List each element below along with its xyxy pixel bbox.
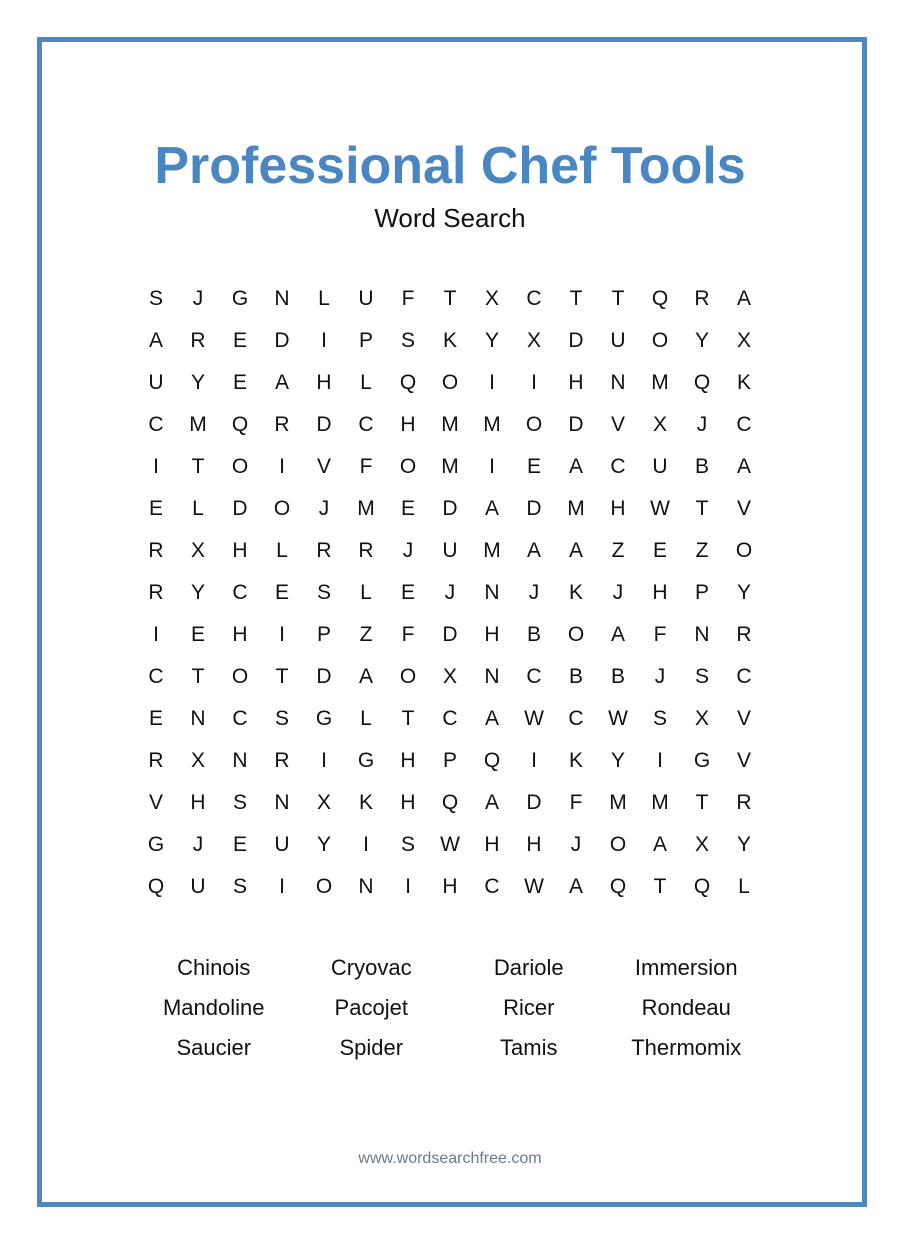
grid-cell: G (693, 749, 711, 772)
grid-cell: Y (610, 749, 625, 772)
grid-cell: Q (609, 875, 627, 898)
word-list-item: Thermomix (631, 1035, 742, 1060)
grid-cell: H (652, 581, 668, 604)
grid-cell: Q (693, 371, 711, 394)
grid-cell: N (232, 749, 248, 772)
grid-cell: X (484, 287, 499, 310)
grid-cell: D (442, 623, 458, 646)
grid-cell: U (442, 539, 458, 562)
grid-cell: A (274, 371, 289, 394)
grid-cell: R (274, 413, 290, 436)
grid-cell: J (192, 287, 204, 310)
grid-cell: A (568, 875, 583, 898)
grid-cell: C (484, 875, 500, 898)
grid-cell: P (694, 581, 709, 604)
grid-cell: E (652, 539, 667, 562)
grid-cell: O (399, 665, 417, 688)
word-list-item: Pacojet (334, 995, 408, 1020)
grid-cell: L (738, 875, 750, 898)
grid-cell: T (569, 287, 583, 310)
grid-cell: A (652, 833, 667, 856)
grid-cell: R (358, 539, 374, 562)
grid-cell: R (316, 539, 332, 562)
grid-cell: J (570, 833, 582, 856)
grid-cell: F (359, 455, 373, 478)
word-list-item: Tamis (500, 1035, 558, 1060)
grid-cell: F (401, 623, 415, 646)
grid-cell: M (483, 413, 501, 436)
grid-cell: A (568, 455, 583, 478)
grid-cell: X (190, 749, 205, 772)
word-list-item: Rondeau (641, 995, 731, 1020)
grid-cell: E (190, 623, 205, 646)
grid-cell: M (357, 497, 375, 520)
grid-cell: I (321, 329, 327, 352)
grid-cell: J (402, 539, 414, 562)
grid-cell: N (190, 707, 206, 730)
grid-cell: G (357, 749, 375, 772)
grid-cell: N (274, 287, 290, 310)
grid-cell: D (232, 497, 248, 520)
grid-cell: V (736, 707, 751, 730)
word-list-item: Cryovac (330, 955, 412, 980)
grid-cell: R (274, 749, 290, 772)
grid-cell: R (736, 791, 752, 814)
grid-cell: D (526, 791, 542, 814)
grid-cell: A (358, 665, 373, 688)
grid-cell: S (274, 707, 289, 730)
word-list-item: Dariole (493, 955, 564, 980)
grid-cell: A (148, 329, 163, 352)
grid-cell: G (231, 287, 249, 310)
grid-cell: C (526, 665, 542, 688)
grid-cell: C (358, 413, 374, 436)
grid-cell: H (316, 371, 332, 394)
grid-cell: A (610, 623, 625, 646)
grid-cell: R (694, 287, 710, 310)
grid-cell: M (441, 455, 459, 478)
grid-cell: O (315, 875, 333, 898)
grid-cell: I (531, 749, 537, 772)
grid-cell: Z (611, 539, 625, 562)
grid-cell: F (653, 623, 667, 646)
grid-cell: E (400, 497, 415, 520)
grid-cell: Y (484, 329, 499, 352)
grid-cell: J (696, 413, 708, 436)
grid-cell: S (232, 791, 247, 814)
grid-cell: U (148, 371, 164, 394)
grid-cell: S (148, 287, 163, 310)
grid-cell: N (610, 371, 626, 394)
grid-cell: I (489, 371, 495, 394)
grid-cell: I (279, 455, 285, 478)
grid-cell: W (608, 707, 628, 730)
grid-cell: A (736, 455, 751, 478)
grid-cell: P (442, 749, 457, 772)
grid-cell: S (400, 833, 415, 856)
grid-cell: L (318, 287, 330, 310)
grid-cell: C (232, 581, 248, 604)
grid-cell: T (401, 707, 415, 730)
grid-cell: C (610, 455, 626, 478)
grid-cell: H (400, 749, 416, 772)
grid-cell: V (610, 413, 625, 436)
grid-cell: O (231, 665, 249, 688)
grid-cell: R (148, 749, 164, 772)
grid-cell: R (148, 581, 164, 604)
grid-cell: Q (651, 287, 669, 310)
grid-cell: T (695, 497, 709, 520)
grid-cell: I (363, 833, 369, 856)
grid-cell: A (568, 539, 583, 562)
grid-cell: C (148, 665, 164, 688)
grid-cell: A (484, 497, 499, 520)
grid-cell: J (654, 665, 666, 688)
grid-cell: S (316, 581, 331, 604)
grid-cell: D (316, 665, 332, 688)
grid-cell: L (360, 707, 372, 730)
grid-cell: E (274, 581, 289, 604)
grid-cell: R (148, 539, 164, 562)
grid-cell: T (443, 287, 457, 310)
grid-cell: H (484, 623, 500, 646)
grid-cell: N (274, 791, 290, 814)
grid-cell: J (318, 497, 330, 520)
grid-cell: I (279, 623, 285, 646)
grid-cell: A (484, 791, 499, 814)
grid-cell: H (190, 791, 206, 814)
grid-cell: N (358, 875, 374, 898)
grid-cell: I (153, 455, 159, 478)
grid-cell: T (275, 665, 289, 688)
grid-cell: H (526, 833, 542, 856)
word-list-item: Chinois (177, 955, 251, 980)
grid-cell: V (316, 455, 331, 478)
grid-cell: D (568, 413, 584, 436)
grid-cell: R (736, 623, 752, 646)
grid-cell: O (231, 455, 249, 478)
grid-cell: S (652, 707, 667, 730)
grid-cell: X (652, 413, 667, 436)
grid-cell: D (568, 329, 584, 352)
grid-cell: K (358, 791, 373, 814)
grid-cell: C (736, 665, 752, 688)
grid-cell: O (609, 833, 627, 856)
grid-cell: B (694, 455, 709, 478)
page-title: Professional Chef Tools (154, 137, 746, 195)
grid-cell: C (736, 413, 752, 436)
grid-cell: N (484, 581, 500, 604)
grid-cell: U (190, 875, 206, 898)
grid-cell: M (651, 791, 669, 814)
grid-cell: Q (147, 875, 165, 898)
grid-cell: L (360, 371, 372, 394)
grid-cell: O (651, 329, 669, 352)
grid-cell: L (360, 581, 372, 604)
grid-cell: M (483, 539, 501, 562)
grid-cell: M (609, 791, 627, 814)
grid-cell: V (736, 749, 751, 772)
grid-cell: X (442, 665, 457, 688)
grid-cell: Z (695, 539, 709, 562)
grid-cell: L (192, 497, 204, 520)
grid-cell: I (489, 455, 495, 478)
grid-cell: Q (483, 749, 501, 772)
grid-cell: X (526, 329, 541, 352)
grid-cell: T (191, 455, 205, 478)
grid-cell: H (610, 497, 626, 520)
grid-cell: Y (736, 581, 751, 604)
grid-cell: T (653, 875, 667, 898)
grid-cell: O (273, 497, 291, 520)
grid-cell: K (442, 329, 457, 352)
grid-cell: J (192, 833, 204, 856)
grid-cell: O (735, 539, 753, 562)
grid-cell: V (148, 791, 163, 814)
grid-cell: G (147, 833, 165, 856)
grid-cell: B (610, 665, 625, 688)
grid-cell: Y (736, 833, 751, 856)
grid-cell: X (694, 833, 709, 856)
grid-cell: W (440, 833, 460, 856)
grid-cell: O (441, 371, 459, 394)
grid-cell: D (526, 497, 542, 520)
grid-cell: X (190, 539, 205, 562)
grid-cell: E (148, 707, 163, 730)
grid-cell: J (528, 581, 540, 604)
grid-cell: O (525, 413, 543, 436)
grid-cell: X (316, 791, 331, 814)
grid-cell: T (695, 791, 709, 814)
grid-cell: E (232, 833, 247, 856)
grid-cell: L (276, 539, 288, 562)
grid-cell: O (399, 455, 417, 478)
grid-cell: Q (399, 371, 417, 394)
grid-cell: N (484, 665, 500, 688)
grid-cell: D (442, 497, 458, 520)
grid-cell: M (651, 371, 669, 394)
grid-cell: H (484, 833, 500, 856)
grid-cell: Y (694, 329, 709, 352)
grid-cell: D (316, 413, 332, 436)
grid-cell: F (569, 791, 583, 814)
grid-cell: K (568, 581, 583, 604)
grid-cell: O (567, 623, 585, 646)
grid-cell: T (191, 665, 205, 688)
grid-cell: K (568, 749, 583, 772)
word-list-item: Spider (339, 1035, 404, 1060)
grid-cell: M (189, 413, 207, 436)
grid-cell: W (650, 497, 670, 520)
grid-cell: R (190, 329, 206, 352)
grid-cell: M (441, 413, 459, 436)
grid-cell: A (484, 707, 499, 730)
word-list-item: Ricer (503, 995, 555, 1020)
grid-cell: A (736, 287, 751, 310)
letter-grid (135, 278, 765, 908)
word-list-item: Mandoline (162, 995, 265, 1020)
grid-cell: I (153, 623, 159, 646)
grid-cell: E (148, 497, 163, 520)
grid-cell: U (358, 287, 374, 310)
word-list-item: Immersion (634, 955, 738, 980)
grid-cell: C (232, 707, 248, 730)
grid-cell: I (657, 749, 663, 772)
grid-cell: Y (190, 581, 205, 604)
grid-cell: U (274, 833, 290, 856)
footer-url[interactable]: www.wordsearchfree.com (358, 1150, 542, 1167)
grid-cell: P (316, 623, 331, 646)
grid-cell: X (694, 707, 709, 730)
grid-cell: J (612, 581, 624, 604)
grid-cell: E (232, 329, 247, 352)
grid-cell: I (531, 371, 537, 394)
grid-cell: E (526, 455, 541, 478)
grid-cell: I (405, 875, 411, 898)
grid-cell: I (279, 875, 285, 898)
grid-cell: G (315, 707, 333, 730)
grid-cell: H (442, 875, 458, 898)
grid-cell: D (274, 329, 290, 352)
grid-cell: S (232, 875, 247, 898)
grid-cell: H (400, 791, 416, 814)
grid-cell: U (610, 329, 626, 352)
grid-cell: C (442, 707, 458, 730)
grid-cell: K (736, 371, 751, 394)
grid-cell: H (232, 623, 248, 646)
grid-cell: T (611, 287, 625, 310)
grid-cell: F (401, 287, 415, 310)
grid-cell: M (567, 497, 585, 520)
grid-cell: C (568, 707, 584, 730)
page-subtitle: Word Search (374, 203, 526, 233)
grid-cell: B (526, 623, 541, 646)
grid-cell: H (400, 413, 416, 436)
grid-cell: H (568, 371, 584, 394)
grid-cell: J (444, 581, 456, 604)
grid-cell: S (694, 665, 709, 688)
grid-cell: P (358, 329, 373, 352)
grid-cell: X (736, 329, 751, 352)
grid-cell: W (524, 707, 544, 730)
grid-cell: N (694, 623, 710, 646)
grid-cell: E (232, 371, 247, 394)
word-list (135, 948, 765, 1068)
grid-cell: C (148, 413, 164, 436)
word-list-item: Saucier (176, 1035, 252, 1060)
grid-cell: B (568, 665, 583, 688)
grid-cell: Z (359, 623, 373, 646)
grid-cell: E (400, 581, 415, 604)
grid-cell: Y (190, 371, 205, 394)
grid-cell: V (736, 497, 751, 520)
grid-cell: I (321, 749, 327, 772)
grid-cell: S (400, 329, 415, 352)
grid-cell: H (232, 539, 248, 562)
grid-cell: W (524, 875, 544, 898)
grid-cell: A (526, 539, 541, 562)
grid-cell: Y (316, 833, 331, 856)
grid-cell: Q (231, 413, 249, 436)
grid-cell: Q (441, 791, 459, 814)
grid-cell: C (526, 287, 542, 310)
grid-cell: Q (693, 875, 711, 898)
grid-cell: U (652, 455, 668, 478)
